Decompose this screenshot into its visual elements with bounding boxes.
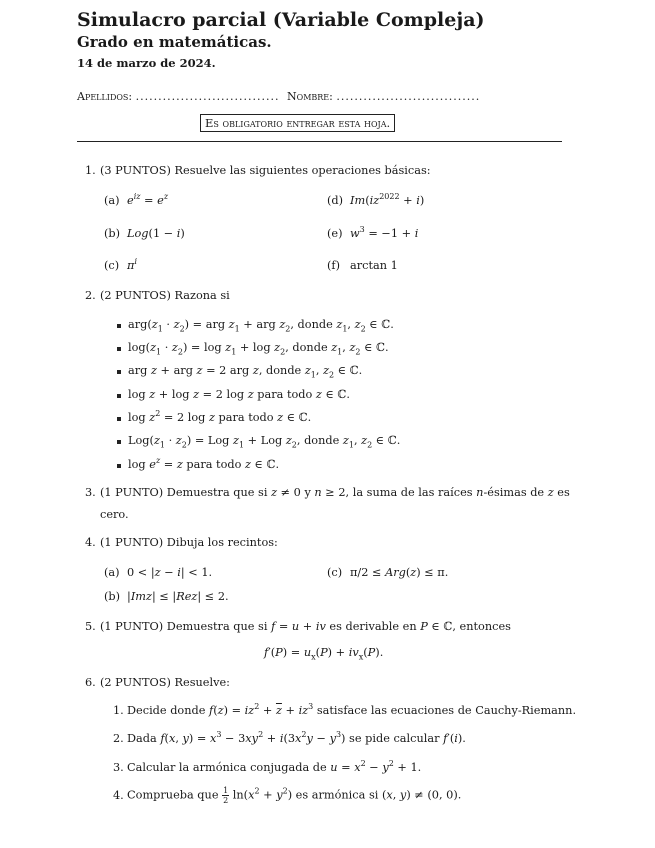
q6-item-3: Calcular la armónica conjugada de $u = x^2 - y^2 + 1$. [127, 759, 422, 774]
q2-bullet-4: log z + log z = 2 log z para todo z ∈ ℂ. [128, 388, 351, 401]
q5-number: 5. [85, 620, 96, 633]
q2-bullet-1: $arg(z_1 \cdot z_2)$ = arg $z_1$ + arg $z_2$, donde $z_1$, $z_2$ ∈ ℂ. [128, 318, 394, 334]
bullet-marker [117, 440, 121, 444]
name-fields [77, 90, 480, 103]
exam-title: Simulacro parcial (Variable Compleja) [77, 9, 485, 31]
q6-item-4: Comprueba que $\frac{1}{2}$ $\ln(x^2 + y^2)$ es armónica si (x, y) ≠ (0, 0). [127, 786, 462, 805]
q6-item-3-label: 3. [113, 761, 124, 774]
q4-item-b: |Imz| ≤ |Rez| ≤ 2. [127, 590, 229, 603]
q1-item-d-label: (d) [327, 194, 344, 207]
header-divider [77, 141, 562, 142]
q1-item-a-label: (a) [104, 194, 120, 207]
q1-item-e-label: (e) [327, 227, 343, 240]
q2-bullet-5: $\log z^2 = 2$ log z para todo z ∈ ℂ. [128, 409, 312, 424]
q1-item-f-label: (f) [327, 259, 340, 272]
q2-bullet-2: $\log(z_1 \cdot z_2) = \log z_1 + \log z_2$, donde $z_1$, $z_2$ ∈ ℂ. [128, 341, 389, 357]
q3-statement-line2: cero. [100, 508, 129, 521]
q6-item-4-label: 4. [113, 789, 124, 802]
q6-item-1: Decide donde $f(z) = iz^2 + \overline{z} + iz^3$ satisface las ecuaciones de Cauchy-Riemann. [127, 702, 577, 717]
q1-item-b-label: (b) [104, 227, 121, 240]
q1-item-d: $Im(iz^{2022} + i)$ [350, 192, 425, 207]
exam-date: 14 de marzo de 2024. [77, 56, 216, 70]
q4-statement: (1 PUNTO) Dibuja los recintos: [100, 536, 278, 549]
q5-formula: $f'(P) = u_x(P) + iv_x(P)$. [264, 646, 384, 662]
q6-item-1-label: 1. [113, 704, 124, 717]
bullet-marker [117, 324, 121, 328]
q2-bullet-6: $Log(z_1 \cdot z_2)$ = Log $z_1$ + Log $z_2$, donde $z_1$, $z_2$ ∈ ℂ. [128, 434, 401, 450]
q1-number: 1. [85, 164, 96, 177]
apellidos-label: Apellidos: [77, 90, 133, 103]
bullet-marker [117, 370, 121, 374]
exam-subtitle: Grado en matemáticas. [77, 33, 272, 51]
apellidos-blank: ................................ [135, 90, 280, 103]
bullet-marker [117, 417, 121, 421]
q4-item-a: 0 < |z − i| < 1. [127, 566, 213, 579]
q1-statement: (3 PUNTOS) Resuelve las siguientes operaciones básicas: [100, 164, 431, 177]
q2-bullet-3: arg z + arg z = 2 arg z, donde $z_1$, $z_2$ ∈ ℂ. [128, 364, 363, 380]
q2-bullet-7: $\log e^z = z$ para todo z ∈ ℂ. [128, 456, 280, 471]
q6-number: 6. [85, 676, 96, 689]
q1-item-c: $\pi^i$ [127, 257, 137, 272]
q4-item-b-label: (b) [104, 590, 121, 603]
q6-item-2-label: 2. [113, 732, 124, 745]
bullet-marker [117, 394, 121, 398]
nombre-label: Nombre: [287, 90, 333, 103]
q2-number: 2. [85, 289, 96, 302]
q6-statement: (2 PUNTOS) Resuelve: [100, 676, 230, 689]
q3-number: 3. [85, 486, 96, 499]
q1-item-f: arctan 1 [350, 259, 398, 272]
q6-item-2: Dada f(x, $y) = x^3 - 3xy^2 + i(3x^2y - y^3)$ se pide calcular f′(i). [127, 730, 466, 745]
nombre-blank: ................................ [336, 90, 481, 103]
notice-box: Es obligatorio entregar esta hoja. [200, 114, 395, 132]
q1-item-e: $w^3 = -1 + i$ [350, 225, 419, 240]
q4-item-c-label: (c) [327, 566, 343, 579]
q1-item-b: Log(1 − i) [127, 227, 185, 240]
q1-item-c-label: (c) [104, 259, 120, 272]
bullet-marker [117, 464, 121, 468]
q4-number: 4. [85, 536, 96, 549]
q1-item-a: $e^{iz} = e^z$ [127, 192, 169, 207]
q2-statement: (2 PUNTOS) Razona si [100, 289, 230, 302]
q4-item-a-label: (a) [104, 566, 120, 579]
bullet-marker [117, 347, 121, 351]
q4-item-c: π/2 ≤ Arg(z) ≤ π. [350, 566, 449, 579]
q3-statement-line1: (1 PUNTO) Demuestra que si z ≠ 0 y n ≥ 2, la suma de las raíces n-ésimas de z es [100, 486, 570, 499]
q5-statement: (1 PUNTO) Demuestra que si f = u + iv es derivable en P ∈ ℂ, entonces [100, 620, 511, 633]
